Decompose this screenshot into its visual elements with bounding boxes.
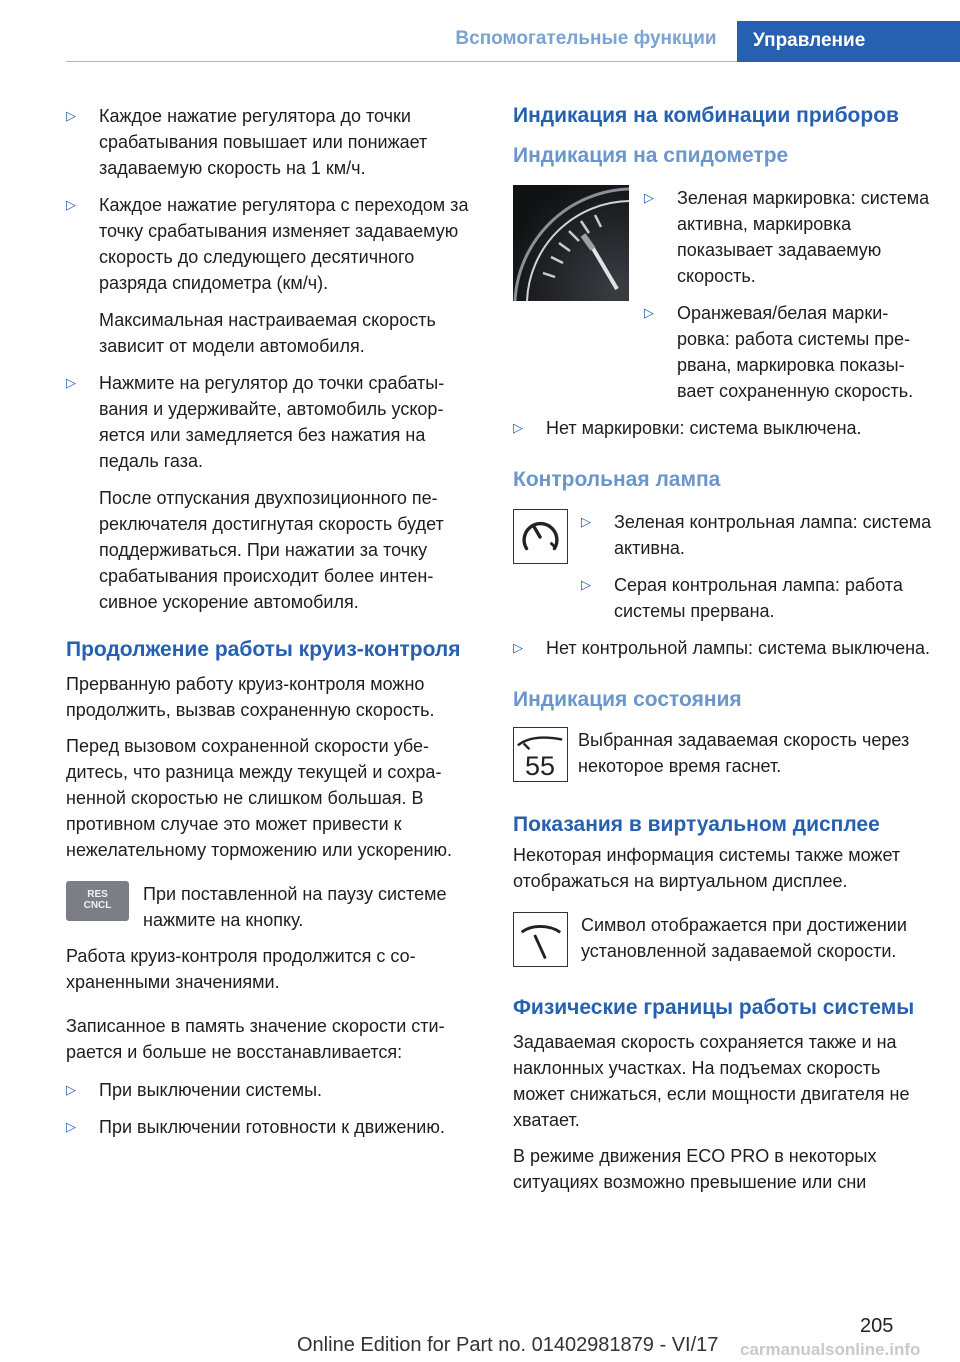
- triangle-bullet-icon: ▷: [66, 375, 76, 390]
- paragraph: Перед вызовом сохраненной скорости убедитесь, что разница между текущей и сохраненной скоростью не слишком большая. В противном случае это может привести к нежелательному торможению или ускорению.: [66, 736, 452, 860]
- heading-instrument-cluster: Индикация на комбинации приборов: [513, 104, 899, 127]
- paragraph: Прерванную работу круиз-контроля можно продолжить, вызвав сохраненную скорость.: [66, 674, 435, 720]
- triangle-bullet-icon: ▷: [66, 1082, 76, 1097]
- triangle-bullet-icon: ▷: [581, 577, 591, 592]
- list-item: ▷ Нет маркировки: система выключена.: [513, 415, 933, 441]
- hud-icon-text: Символ отображается при достижении установленной задаваемой скорости.: [581, 915, 907, 961]
- paragraph: Некоторая информация системы также может отображаться на виртуальном дисплее.: [513, 845, 901, 891]
- heading-indicator-lamp: Контрольная лампа: [513, 468, 721, 491]
- list-item: ▷ Оранжевая/белая маркировка: работа системы прервана, маркировка показывает сохраненную скорость.: [644, 300, 933, 404]
- paragraph: В режиме движения ECO PRO в некоторых ситуациях возможно превышение или сни: [513, 1146, 877, 1192]
- heading-resume: Продолжение работы круиз-контроля: [66, 638, 461, 661]
- list-item: ▷ Зеленая маркировка: система активна, маркировка показывает задаваемую скорость.: [644, 185, 933, 289]
- paragraph: Записанное в память значение скорости стирается и больше не восстанавливается:: [66, 1016, 445, 1062]
- page-number: 205: [860, 1315, 894, 1337]
- cruise-lamp-icon: [513, 509, 568, 564]
- status-row: [513, 727, 933, 782]
- header-section-title: Вспомогательные функции: [455, 28, 717, 49]
- watermark: carmanualsonline.info: [740, 1340, 921, 1359]
- left-column: [66, 103, 482, 1151]
- list-item: ▷ Каждое нажатие регулятора до точки срабатывания повышает или понижает задаваемую скорость на 1 км/ч.: [66, 103, 482, 181]
- triangle-bullet-icon: ▷: [513, 640, 523, 655]
- res-cncl-button-image: RES CNCL: [66, 881, 129, 921]
- speedometer-row: [513, 185, 933, 415]
- triangle-bullet-icon: ▷: [513, 420, 523, 435]
- paragraph: Задаваемая скорость сохраняется также и на наклонных участках. На подъемах скорость может снижаться, если мощности двигателя не хватает.: [513, 1032, 910, 1130]
- heading-hud: Показания в виртуальном дисплее: [513, 813, 880, 836]
- status-speed-value: 55: [525, 751, 556, 782]
- list-item: ▷ При выключении системы.: [66, 1077, 482, 1103]
- heading-speedometer: Индикация на спидометре: [513, 144, 789, 167]
- triangle-bullet-icon: ▷: [581, 514, 591, 529]
- triangle-bullet-icon: ▷: [644, 305, 654, 320]
- note-text: После отпускания двухпозиционного переключателя достигнутая скорость будет поддерживаться. При нажатии за точку срабатывания происходит более интенсивное ускорение автомобиля.: [99, 488, 444, 612]
- hud-row: [513, 912, 933, 967]
- res-cncl-row: [66, 881, 482, 933]
- right-column: [513, 103, 933, 1205]
- list-item: ▷ При выключении готовности к движению.: [66, 1114, 482, 1140]
- footer-edition: Online Edition for Part no. 01402981879 - VI/17: [297, 1334, 719, 1356]
- lamp-row: [513, 509, 933, 635]
- list-item: ▷ Нажмите на регулятор до точки срабатывания и удерживайте, автомобиль ускоряется или замедляется без нажатия на педаль газа.: [66, 370, 482, 474]
- list-item: ▷ Серая контрольная лампа: работа системы прервана.: [581, 572, 933, 624]
- speedometer-image: [513, 185, 629, 301]
- list-item: ▷ Нет контрольной лампы: система выключена.: [513, 635, 933, 661]
- triangle-bullet-icon: ▷: [66, 197, 76, 212]
- status-text: Выбранная задаваемая скорость через некоторое время гаснет.: [578, 730, 910, 776]
- heading-limits: Физические границы работы системы: [513, 996, 915, 1019]
- triangle-bullet-icon: ▷: [644, 190, 654, 205]
- list-item: ▷ Зеленая контрольная лампа: система активна.: [581, 509, 933, 561]
- res-cncl-text: При поставленной на паузу системе нажмите на кнопку.: [143, 884, 447, 930]
- header-chapter-tab: Управление: [737, 21, 960, 62]
- triangle-bullet-icon: ▷: [66, 108, 76, 123]
- list-item: ▷ Каждое нажатие регулятора с переходом за точку срабатывания изменяет задаваемую скорость до следующего десятичного разряда спидометра (км/ч).: [66, 192, 482, 296]
- set-speed-status-icon: [513, 727, 568, 782]
- heading-status: Индикация состояния: [513, 688, 742, 711]
- triangle-bullet-icon: ▷: [66, 1119, 76, 1134]
- paragraph: Работа круиз-контроля продолжится с сохраненными значениями.: [66, 946, 416, 992]
- note-text: Максимальная настраиваемая скорость зависит от модели автомобиля.: [99, 310, 436, 356]
- hud-cruise-icon: [513, 912, 568, 967]
